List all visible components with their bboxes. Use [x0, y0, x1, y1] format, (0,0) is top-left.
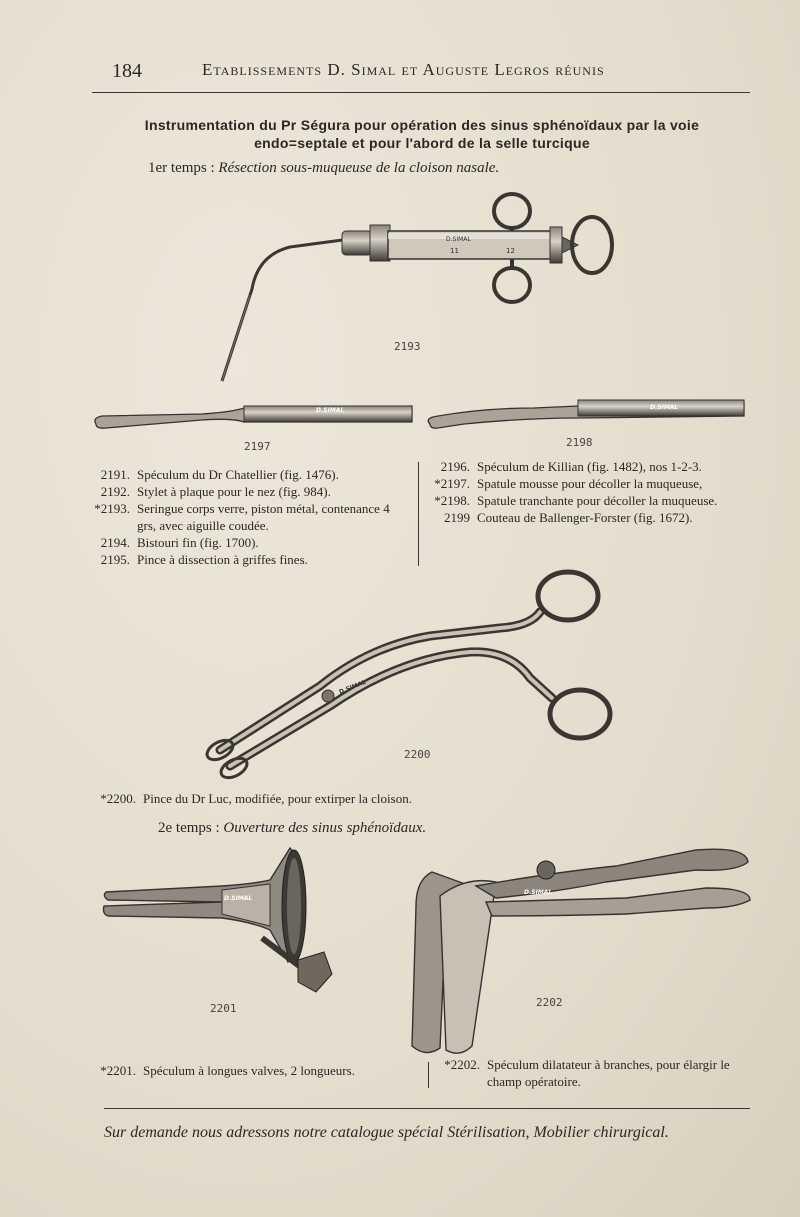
- item-2200: [98, 790, 698, 807]
- spatula-2198-illustration: [424, 396, 746, 432]
- list-item: 2192. Stylet à plaque pour le nez (fig. 984).: [100, 484, 331, 499]
- step-1-label: 1er temps :: [148, 160, 215, 176]
- figure-number-2202: 2202: [536, 996, 563, 1009]
- speculum-2202-maker-mark: D.SIMAL: [524, 889, 553, 896]
- column-divider: [418, 462, 419, 566]
- syringe-scale-mark-1: 11: [450, 247, 459, 255]
- header-rule: [92, 92, 750, 93]
- running-header: Etablissements D. Simal et Auguste Legros réunis: [202, 60, 605, 79]
- list-item: *2197. Spatule mousse pour décoller la muqueuse,: [434, 476, 703, 491]
- spatula-2198-maker-mark: D.SIMAL: [650, 404, 679, 411]
- list-item: *2201. Spéculum à longues valves, 2 longueurs.: [100, 1063, 355, 1078]
- page-number: 184: [112, 60, 142, 82]
- speculum-2202-illustration: [406, 836, 756, 1058]
- bottom-column-divider: [428, 1062, 429, 1088]
- step-2-heading: [158, 820, 426, 837]
- figure-number-2193: 2193: [394, 340, 421, 353]
- speculum-2201-maker-mark: D.SIMAL: [224, 895, 253, 902]
- forceps-maker-mark: D.SIMAL: [338, 678, 367, 696]
- syringe-maker-mark: D.SIMAL: [446, 236, 471, 243]
- list-item: *2202. Spéculum dilatateur à branches, pour élargir le champ opératoire.: [444, 1057, 730, 1089]
- list-item: *2200. Pince du Dr Luc, modifiée, pour extirper la cloison.: [100, 791, 412, 806]
- syringe-scale-mark-2: 12: [506, 247, 515, 255]
- list-item: *2193. Seringue corps verre, piston métal, contenance 4 grs, avec aiguille coudée.: [94, 501, 390, 533]
- spatula-2197-illustration: [92, 398, 414, 434]
- step-2-text: Ouverture des sinus sphénoïdaux.: [223, 820, 427, 836]
- list-item: 2191. Spéculum du Dr Chatellier (fig. 1476).: [100, 467, 339, 482]
- item-list-left: [92, 466, 402, 568]
- footer-note: Sur demande nous adressons notre catalogue spécial Stérilisation, Mobilier chirurgical.: [104, 1124, 669, 1141]
- list-item: 2196. Spéculum de Killian (fig. 1482), nos 1-2-3.: [440, 459, 702, 474]
- list-item: 2194. Bistouri fin (fig. 1700).: [100, 535, 259, 550]
- list-item: *2198. Spatule tranchante pour décoller la muqueuse.: [434, 493, 718, 508]
- figure-number-2201: 2201: [210, 1002, 237, 1015]
- speculum-2201-illustration: [102, 842, 342, 1002]
- figure-number-2200: 2200: [404, 748, 431, 761]
- figure-number-2198: 2198: [566, 436, 593, 449]
- item-2202: [442, 1056, 758, 1090]
- item-2201: [98, 1062, 418, 1079]
- figure-number-2197: 2197: [244, 440, 271, 453]
- list-item: 2199 Couteau de Ballenger-Forster (fig. 1672).: [444, 510, 693, 525]
- footer-rule: [104, 1108, 750, 1109]
- list-item: 2195. Pince à dissection à griffes fines.: [100, 552, 308, 567]
- section-title: [88, 116, 756, 152]
- item-list-right: [432, 458, 750, 526]
- syringe-illustration: [210, 185, 630, 385]
- step-1-heading: [148, 160, 499, 177]
- section-title-line-2: endo=septale et pour l'abord de la selle turcique: [254, 135, 590, 151]
- spatula-2197-maker-mark: D.SIMAL: [316, 407, 345, 414]
- section-title-line-1: Instrumentation du Pr Ségura pour opération des sinus sphénoïdaux par la voie: [144, 117, 700, 133]
- step-2-label: 2e temps :: [158, 820, 220, 836]
- step-1-text: Résection sous-muqueuse de la cloison nasale.: [218, 160, 500, 176]
